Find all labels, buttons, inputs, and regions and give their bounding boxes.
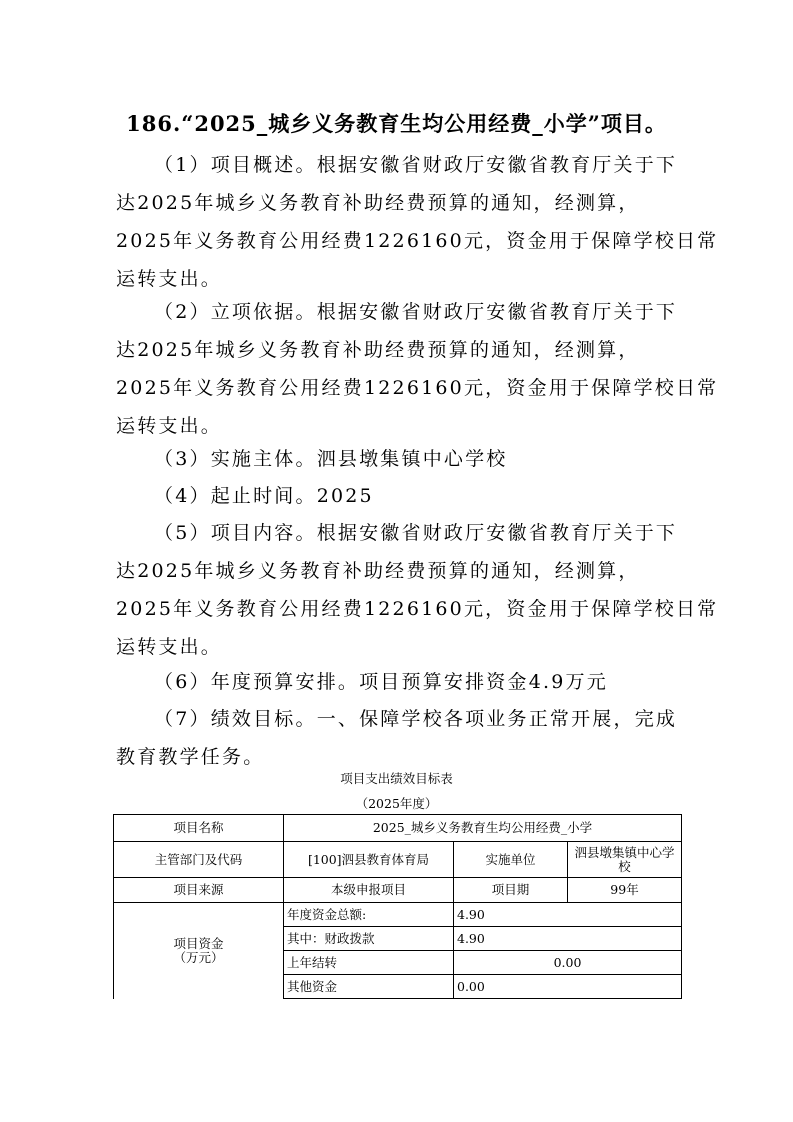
text-line: （7）绩效目标。一、保障学校各项业务正常开展，完成 [154,708,678,730]
text-line: 2025年义务教育公用经费1226160元，资金用于保障学校日常 [116,377,719,399]
period-value: 99年 [568,878,682,903]
text-line: 运转支出。 [116,415,223,437]
text-line: （3）实施主体。泗县墩集镇中心学校 [154,448,508,470]
funds-unit: （万元） [173,949,224,965]
table-title: 项目支出绩效目标表 [340,771,453,786]
annual-total-value: 4.90 [454,903,682,927]
paragraph-content [116,514,719,666]
paragraph-entity [116,440,686,478]
paragraph-basis [116,293,719,445]
carryover-label: 上年结转 [284,951,454,975]
fiscal-label: 其中：财政拨款 [284,927,454,951]
text-line: 运转支出。 [116,636,223,658]
other-value: 0.00 [454,975,682,999]
funds-label-cell [114,903,284,999]
funds-label: 项目资金 [173,935,224,951]
text-line: （2）立项依据。根据安徽省财政厅安徽省教育厅关于下 [154,301,678,323]
source-value: 本级申报项目 [284,878,454,903]
table-row [114,815,682,842]
paragraph-goals [116,700,686,776]
table-row [114,842,682,878]
paragraph-overview [116,146,719,298]
annual-total-label: 年度资金总额: [284,903,454,927]
text-line: 2025年义务教育公用经费1226160元，资金用于保障学校日常 [116,598,719,620]
paragraph-period [116,477,686,515]
unit-label: 实施单位 [454,842,568,878]
text-line: 2025年义务教育公用经费1226160元，资金用于保障学校日常 [116,230,719,252]
dept-label: 主管部门及代码 [114,842,284,878]
text-line: 达2025年城乡义务教育补助经费预算的通知，经测算， [116,560,640,582]
text-line: （6）年度预算安排。项目预算安排资金4.9万元 [154,671,608,693]
text-line: 达2025年城乡义务教育补助经费预算的通知，经测算， [116,192,640,214]
table-row [114,878,682,903]
project-name-label: 项目名称 [114,815,284,842]
performance-table [113,814,682,999]
table-subtitle: （2025年度） [355,796,438,811]
text-line: （4）起止时间。2025 [154,485,374,507]
text-line: 教育教学任务。 [116,746,265,768]
text-line: 达2025年城乡义务教育补助经费预算的通知，经测算， [116,339,640,361]
text-line: （5）项目内容。根据安徽省财政厅安徽省教育厅关于下 [154,522,678,544]
carryover-value: 0.00 [454,951,682,975]
text-line: 运转支出。 [116,268,223,290]
section-heading: 186.“2025_城乡义务教育生均公用经费_小学”项目。 [126,111,667,136]
source-label: 项目来源 [114,878,284,903]
project-name-value: 2025_城乡义务教育生均公用经费_小学 [284,815,682,842]
unit-value: 泗县墩集镇中心学校 [568,842,682,878]
dept-value: [100]泗县教育体育局 [284,842,454,878]
other-label: 其他资金 [284,975,454,999]
paragraph-budget [116,663,686,701]
table-row [114,903,682,927]
text-line: （1）项目概述。根据安徽省财政厅安徽省教育厅关于下 [154,154,678,176]
fiscal-value: 4.90 [454,927,682,951]
period-label: 项目期 [454,878,568,903]
